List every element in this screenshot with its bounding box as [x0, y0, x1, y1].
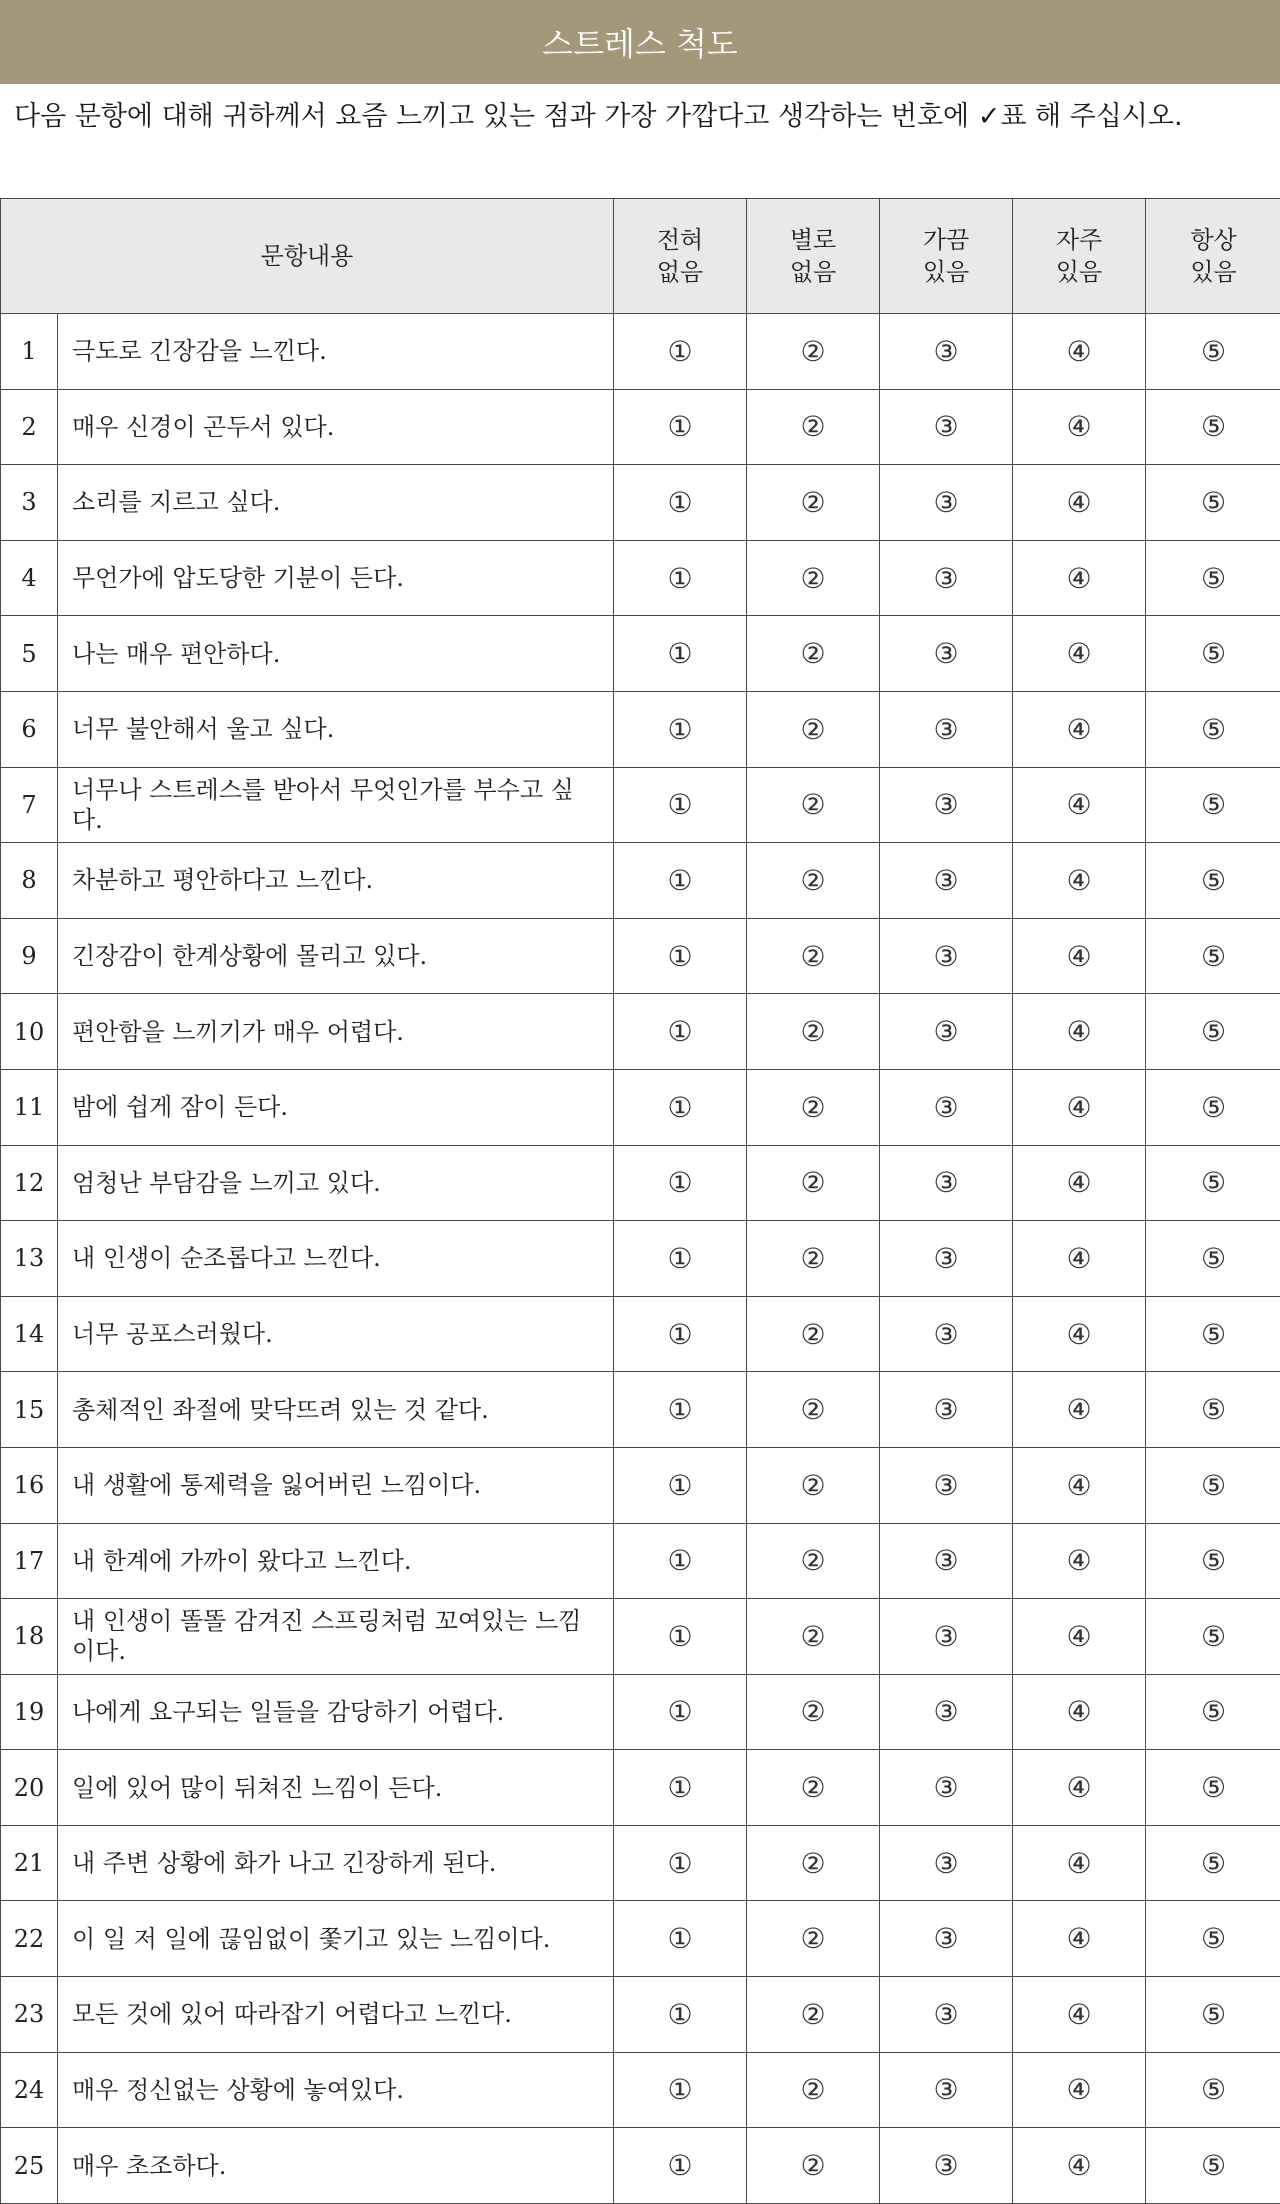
item-number: 10: [1, 994, 58, 1070]
option-1-choice[interactable]: ①: [614, 1296, 747, 1372]
item-number: 2: [1, 389, 58, 465]
item-number: 15: [1, 1372, 58, 1448]
option-2-choice[interactable]: ②: [747, 691, 880, 767]
option-4-choice[interactable]: ④: [1013, 918, 1146, 994]
item-number: 16: [1, 1447, 58, 1523]
table-row: [1, 1901, 1280, 1977]
option-1-choice[interactable]: ①: [614, 1523, 747, 1599]
item-number: 9: [1, 918, 58, 994]
option-4-choice[interactable]: ④: [1013, 465, 1146, 541]
item-statement: 내 인생이 똘똘 감겨진 스프링처럼 꼬여있는 느낌이다.: [58, 1599, 614, 1675]
option-4-choice[interactable]: ④: [1013, 843, 1146, 919]
option-5-choice[interactable]: ⑤: [1146, 389, 1280, 465]
item-number: 1: [1, 314, 58, 390]
option-3-choice[interactable]: ③: [880, 465, 1013, 541]
item-statement: 너무 불안해서 울고 싶다.: [58, 691, 614, 767]
table-row: [1, 1221, 1280, 1297]
option-4-choice[interactable]: ④: [1013, 314, 1146, 390]
option-2-choice[interactable]: ②: [747, 616, 880, 692]
option-4-choice[interactable]: ④: [1013, 994, 1146, 1070]
option-3-choice[interactable]: ③: [880, 767, 1013, 843]
option-3-choice[interactable]: ③: [880, 1372, 1013, 1448]
instruction-text: 다음 문항에 대해 귀하께서 요즘 느끼고 있는 점과 가장 가깝다고 생각하는 번호에 ✓표 해 주십시오.: [14, 101, 1183, 132]
item-number: 19: [1, 1674, 58, 1750]
header-option-1-line1: 전혀: [656, 226, 704, 254]
option-2-choice[interactable]: ②: [747, 389, 880, 465]
option-5-choice[interactable]: ⑤: [1146, 540, 1280, 616]
option-4-choice[interactable]: ④: [1013, 767, 1146, 843]
option-5-choice[interactable]: ⑤: [1146, 1674, 1280, 1750]
option-3-choice[interactable]: ③: [880, 994, 1013, 1070]
table-row: [1, 1750, 1280, 1826]
option-4-choice[interactable]: ④: [1013, 1674, 1146, 1750]
item-statement: 소리를 지르고 싶다.: [58, 465, 614, 541]
option-2-choice[interactable]: ②: [747, 465, 880, 541]
item-statement: 내 주변 상황에 화가 나고 긴장하게 된다.: [58, 1825, 614, 1901]
table-header-row: [1, 199, 1280, 314]
option-1-choice[interactable]: ①: [614, 1901, 747, 1977]
table-row: [1, 1069, 1280, 1145]
table-row: [1, 389, 1280, 465]
option-5-choice[interactable]: ⑤: [1146, 1901, 1280, 1977]
option-5-choice[interactable]: ⑤: [1146, 314, 1280, 390]
option-1-choice[interactable]: ①: [614, 1221, 747, 1297]
option-4-choice[interactable]: ④: [1013, 389, 1146, 465]
option-5-choice[interactable]: ⑤: [1146, 1221, 1280, 1297]
option-3-choice[interactable]: ③: [880, 2052, 1013, 2128]
table-row: [1, 1523, 1280, 1599]
option-2-choice[interactable]: ②: [747, 1145, 880, 1221]
option-4-choice[interactable]: ④: [1013, 1599, 1146, 1675]
option-4-choice[interactable]: ④: [1013, 1750, 1146, 1826]
option-1-choice[interactable]: ①: [614, 1674, 747, 1750]
item-number: 12: [1, 1145, 58, 1221]
option-4-choice[interactable]: ④: [1013, 616, 1146, 692]
option-2-choice[interactable]: ②: [747, 540, 880, 616]
option-2-choice[interactable]: ②: [747, 1523, 880, 1599]
option-4-choice[interactable]: ④: [1013, 691, 1146, 767]
header-option-5-line1: 항상: [1190, 226, 1237, 254]
table-row: [1, 2128, 1280, 2204]
option-5-choice[interactable]: ⑤: [1146, 1069, 1280, 1145]
item-number: 4: [1, 540, 58, 616]
item-statement: 내 한계에 가까이 왔다고 느낀다.: [58, 1523, 614, 1599]
option-4-choice[interactable]: ④: [1013, 1221, 1146, 1297]
item-statement: 내 인생이 순조롭다고 느낀다.: [58, 1221, 614, 1297]
item-statement: 긴장감이 한계상황에 몰리고 있다.: [58, 918, 614, 994]
table-row: [1, 2052, 1280, 2128]
item-statement: 밤에 쉽게 잠이 든다.: [58, 1069, 614, 1145]
option-5-choice[interactable]: ⑤: [1146, 1447, 1280, 1523]
option-3-choice[interactable]: ③: [880, 1523, 1013, 1599]
header-option-5-line2: 있음: [1190, 258, 1237, 286]
table-row: [1, 918, 1280, 994]
option-4-choice[interactable]: ④: [1013, 2052, 1146, 2128]
option-2-choice[interactable]: ②: [747, 1069, 880, 1145]
item-statement: 매우 초조하다.: [58, 2128, 614, 2204]
option-1-choice[interactable]: ①: [614, 2128, 747, 2204]
option-5-choice[interactable]: ⑤: [1146, 994, 1280, 1070]
option-3-choice[interactable]: ③: [880, 918, 1013, 994]
header-option-2-line1: 별로: [789, 226, 837, 254]
table-row: [1, 314, 1280, 390]
option-3-choice[interactable]: ③: [880, 314, 1013, 390]
item-statement: 나에게 요구되는 일들을 감당하기 어렵다.: [58, 1674, 614, 1750]
option-3-choice[interactable]: ③: [880, 616, 1013, 692]
option-1-choice[interactable]: ①: [614, 691, 747, 767]
table-row: [1, 1372, 1280, 1448]
option-1-choice[interactable]: ①: [614, 1977, 747, 2053]
option-2-choice[interactable]: ②: [747, 1750, 880, 1826]
table-row: [1, 691, 1280, 767]
option-1-choice[interactable]: ①: [614, 1599, 747, 1675]
title-bar: [0, 0, 1280, 84]
option-5-choice[interactable]: ⑤: [1146, 1145, 1280, 1221]
table-row: [1, 1825, 1280, 1901]
table-row: [1, 465, 1280, 541]
option-2-choice[interactable]: ②: [747, 994, 880, 1070]
option-1-choice[interactable]: ①: [614, 1447, 747, 1523]
option-4-choice[interactable]: ④: [1013, 2128, 1146, 2204]
option-3-choice[interactable]: ③: [880, 1750, 1013, 1826]
option-5-choice[interactable]: ⑤: [1146, 918, 1280, 994]
survey-table: [0, 198, 1280, 2204]
option-2-choice[interactable]: ②: [747, 1825, 880, 1901]
item-statement: 너무 공포스러웠다.: [58, 1296, 614, 1372]
header-item-content: 문항내용: [1, 199, 614, 314]
option-4-choice[interactable]: ④: [1013, 1977, 1146, 2053]
table-row: [1, 1296, 1280, 1372]
option-1-choice[interactable]: ①: [614, 314, 747, 390]
option-4-choice[interactable]: ④: [1013, 1296, 1146, 1372]
item-statement: 나는 매우 편안하다.: [58, 616, 614, 692]
option-1-choice[interactable]: ①: [614, 994, 747, 1070]
option-2-choice[interactable]: ②: [747, 1977, 880, 2053]
option-1-choice[interactable]: ①: [614, 1069, 747, 1145]
header-option-2: [747, 199, 880, 314]
option-2-choice[interactable]: ②: [747, 1447, 880, 1523]
item-number: 20: [1, 1750, 58, 1826]
option-2-choice[interactable]: ②: [747, 314, 880, 390]
option-3-choice[interactable]: ③: [880, 1674, 1013, 1750]
item-statement: 이 일 저 일에 끊임없이 쫓기고 있는 느낌이다.: [58, 1901, 614, 1977]
option-3-choice[interactable]: ③: [880, 1221, 1013, 1297]
survey-body: [1, 314, 1280, 2204]
option-5-choice[interactable]: ⑤: [1146, 1825, 1280, 1901]
option-1-choice[interactable]: ①: [614, 918, 747, 994]
item-number: 3: [1, 465, 58, 541]
item-statement: 일에 있어 많이 뒤쳐진 느낌이 든다.: [58, 1750, 614, 1826]
option-4-choice[interactable]: ④: [1013, 540, 1146, 616]
table-row: [1, 1674, 1280, 1750]
option-3-choice[interactable]: ③: [880, 1069, 1013, 1145]
item-number: 24: [1, 2052, 58, 2128]
option-4-choice[interactable]: ④: [1013, 1523, 1146, 1599]
item-number: 21: [1, 1825, 58, 1901]
option-1-choice[interactable]: ①: [614, 1372, 747, 1448]
header-option-4-line2: 있음: [1055, 258, 1103, 286]
option-4-choice[interactable]: ④: [1013, 1145, 1146, 1221]
header-option-3: [880, 199, 1013, 314]
option-5-choice[interactable]: ⑤: [1146, 616, 1280, 692]
page-title: 스트레스 척도: [542, 25, 738, 63]
item-statement: 극도로 긴장감을 느낀다.: [58, 314, 614, 390]
option-2-choice[interactable]: ②: [747, 1674, 880, 1750]
item-number: 8: [1, 843, 58, 919]
table-row: [1, 1447, 1280, 1523]
option-3-choice[interactable]: ③: [880, 843, 1013, 919]
item-number: 18: [1, 1599, 58, 1675]
header-option-1-line2: 없음: [656, 258, 704, 286]
item-statement: 차분하고 평안하다고 느낀다.: [58, 843, 614, 919]
option-3-choice[interactable]: ③: [880, 1825, 1013, 1901]
option-1-choice[interactable]: ①: [614, 767, 747, 843]
option-5-choice[interactable]: ⑤: [1146, 1523, 1280, 1599]
header-option-2-line2: 없음: [789, 258, 837, 286]
option-1-choice[interactable]: ①: [614, 616, 747, 692]
header-option-4-line1: 자주: [1055, 226, 1103, 254]
item-statement: 너무나 스트레스를 받아서 무엇인가를 부수고 싶다.: [58, 767, 614, 843]
option-5-choice[interactable]: ⑤: [1146, 2052, 1280, 2128]
option-5-choice[interactable]: ⑤: [1146, 843, 1280, 919]
option-4-choice[interactable]: ④: [1013, 1825, 1146, 1901]
option-3-choice[interactable]: ③: [880, 1599, 1013, 1675]
option-5-choice[interactable]: ⑤: [1146, 1599, 1280, 1675]
header-option-3-line2: 있음: [922, 258, 970, 286]
option-2-choice[interactable]: ②: [747, 2052, 880, 2128]
table-row: [1, 994, 1280, 1070]
option-2-choice[interactable]: ②: [747, 2128, 880, 2204]
option-3-choice[interactable]: ③: [880, 1447, 1013, 1523]
item-number: 17: [1, 1523, 58, 1599]
option-1-choice[interactable]: ①: [614, 2052, 747, 2128]
item-number: 7: [1, 767, 58, 843]
option-5-choice[interactable]: ⑤: [1146, 767, 1280, 843]
item-number: 13: [1, 1221, 58, 1297]
option-3-choice[interactable]: ③: [880, 389, 1013, 465]
item-number: 25: [1, 2128, 58, 2204]
table-row: [1, 767, 1280, 843]
option-2-choice[interactable]: ②: [747, 1599, 880, 1675]
option-3-choice[interactable]: ③: [880, 2128, 1013, 2204]
table-row: [1, 1599, 1280, 1675]
item-statement: 모든 것에 있어 따라잡기 어렵다고 느낀다.: [58, 1977, 614, 2053]
table-row: [1, 843, 1280, 919]
option-2-choice[interactable]: ②: [747, 1221, 880, 1297]
item-statement: 매우 신경이 곤두서 있다.: [58, 389, 614, 465]
item-statement: 편안함을 느끼기가 매우 어렵다.: [58, 994, 614, 1070]
option-1-choice[interactable]: ①: [614, 843, 747, 919]
option-5-choice[interactable]: ⑤: [1146, 2128, 1280, 2204]
item-number: 6: [1, 691, 58, 767]
option-2-choice[interactable]: ②: [747, 1901, 880, 1977]
option-5-choice[interactable]: ⑤: [1146, 1296, 1280, 1372]
option-3-choice[interactable]: ③: [880, 1296, 1013, 1372]
item-number: 23: [1, 1977, 58, 2053]
item-number: 14: [1, 1296, 58, 1372]
item-statement: 엄청난 부담감을 느끼고 있다.: [58, 1145, 614, 1221]
option-5-choice[interactable]: ⑤: [1146, 465, 1280, 541]
option-5-choice[interactable]: ⑤: [1146, 1372, 1280, 1448]
table-row: [1, 1977, 1280, 2053]
item-statement: 매우 정신없는 상황에 놓여있다.: [58, 2052, 614, 2128]
option-1-choice[interactable]: ①: [614, 1145, 747, 1221]
option-2-choice[interactable]: ②: [747, 1296, 880, 1372]
option-3-choice[interactable]: ③: [880, 1145, 1013, 1221]
option-3-choice[interactable]: ③: [880, 540, 1013, 616]
option-4-choice[interactable]: ④: [1013, 1069, 1146, 1145]
table-row: [1, 540, 1280, 616]
header-option-4: [1013, 199, 1146, 314]
header-option-5: [1146, 199, 1280, 314]
item-number: 22: [1, 1901, 58, 1977]
option-4-choice[interactable]: ④: [1013, 1447, 1146, 1523]
option-1-choice[interactable]: ①: [614, 465, 747, 541]
option-1-choice[interactable]: ①: [614, 540, 747, 616]
table-row: [1, 616, 1280, 692]
option-5-choice[interactable]: ⑤: [1146, 1977, 1280, 2053]
option-4-choice[interactable]: ④: [1013, 1901, 1146, 1977]
item-number: 5: [1, 616, 58, 692]
option-4-choice[interactable]: ④: [1013, 1372, 1146, 1448]
option-5-choice[interactable]: ⑤: [1146, 1750, 1280, 1826]
option-3-choice[interactable]: ③: [880, 691, 1013, 767]
option-5-choice[interactable]: ⑤: [1146, 691, 1280, 767]
header-option-3-line1: 가끔: [922, 226, 970, 254]
option-1-choice[interactable]: ①: [614, 389, 747, 465]
header-option-1: [614, 199, 747, 314]
table-row: [1, 1145, 1280, 1221]
option-2-choice[interactable]: ②: [747, 767, 880, 843]
item-statement: 무언가에 압도당한 기분이 든다.: [58, 540, 614, 616]
option-1-choice[interactable]: ①: [614, 1750, 747, 1826]
option-1-choice[interactable]: ①: [614, 1825, 747, 1901]
option-2-choice[interactable]: ②: [747, 918, 880, 994]
item-statement: 총체적인 좌절에 맞닥뜨려 있는 것 같다.: [58, 1372, 614, 1448]
option-3-choice[interactable]: ③: [880, 1901, 1013, 1977]
option-2-choice[interactable]: ②: [747, 1372, 880, 1448]
item-statement: 내 생활에 통제력을 잃어버린 느낌이다.: [58, 1447, 614, 1523]
option-2-choice[interactable]: ②: [747, 843, 880, 919]
option-3-choice[interactable]: ③: [880, 1977, 1013, 2053]
item-number: 11: [1, 1069, 58, 1145]
